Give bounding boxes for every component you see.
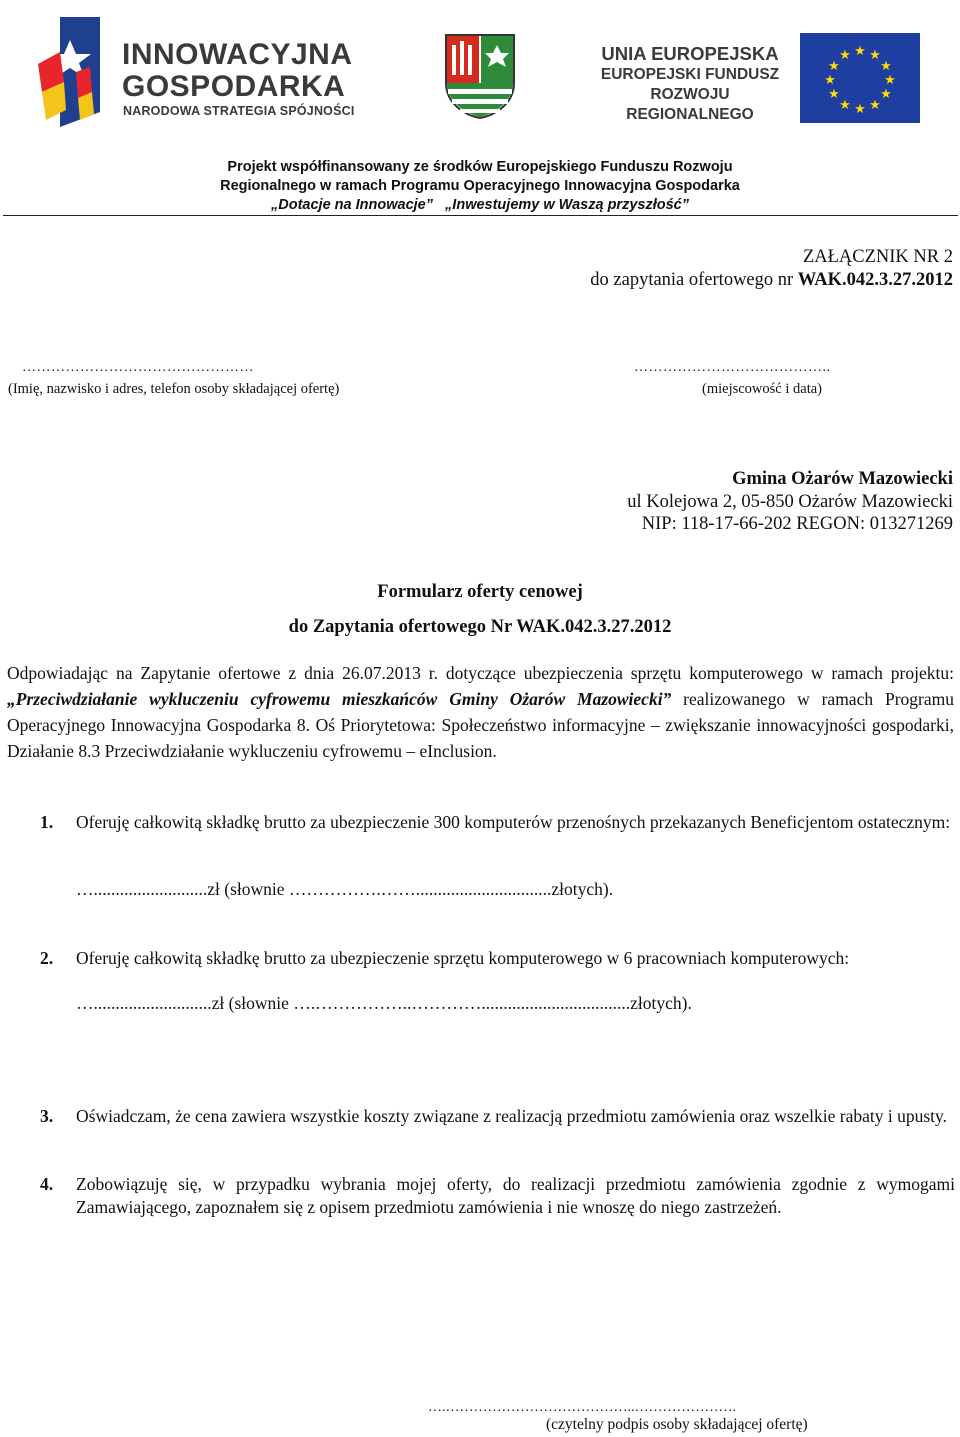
attachment-ref-number: WAK.042.3.27.2012 bbox=[797, 270, 953, 290]
item-text: Oświadczam, że cena zawiera wszystkie koszty związane z realizacją przedmiotu zamówienia oraz wszelkie rabaty i upusty. bbox=[76, 1106, 948, 1126]
svg-text:★: ★ bbox=[824, 73, 836, 88]
intro-part1: Odpowiadając na Zapytanie ofertowe z dnia 26.07.2013 r. dotyczące ubezpieczenia sprzętu komputerowego w ramach projektu: bbox=[7, 663, 954, 683]
offer-item-1 bbox=[40, 811, 955, 834]
signature-field: ….…………………………………..…………………. bbox=[428, 1400, 736, 1415]
eu-line2: EUROPEJSKI FUNDUSZ bbox=[600, 66, 780, 83]
project-header bbox=[0, 158, 960, 215]
recipient-block bbox=[627, 468, 953, 536]
svg-text:★: ★ bbox=[869, 98, 881, 113]
eu-flag-logo bbox=[800, 33, 920, 123]
svg-text:★: ★ bbox=[854, 102, 866, 117]
svg-text:★: ★ bbox=[880, 59, 892, 74]
item-1-amount-field: …..........................zł (słownie …………….……...............................złotych). bbox=[76, 879, 614, 899]
eu-logo-text bbox=[585, 43, 795, 125]
place-date-caption: (miejscowość i data) bbox=[702, 381, 822, 397]
intro-part2: realizowanego w ramach Programu Operacyjnego Innowacyjna Gospodarka 8. Oś Priorytetowa: Społeczeństwo informacyjne – zwiększanie innowacyjności gospodarki, Działanie 8.3 Przeciwdziałanie wykluczeniu cyfrowemu – eInclusion. bbox=[7, 689, 954, 761]
bidder-details-field: ………………………………………… bbox=[22, 360, 254, 375]
form-title: Formularz oferty cenowej bbox=[377, 582, 583, 602]
header-line2: Regionalnego w ramach Programu Operacyjnego Innowacyjna Gospodarka bbox=[220, 178, 740, 194]
coat-of-arms-logo bbox=[444, 33, 516, 119]
bidder-details-caption: (Imię, nazwisko i adres, telefon osoby składającej ofertę) bbox=[8, 381, 340, 397]
item-number: 1. bbox=[40, 812, 54, 832]
innowacyjna-gospodarka-emblem-icon bbox=[30, 12, 120, 132]
item-text: Oferuję całkowitą składkę brutto za ubezpieczenie 300 komputerów przenośnych przekazanych Beneficjentom ostatecznym: bbox=[76, 812, 951, 832]
offer-item-2 bbox=[40, 947, 955, 970]
eu-line1: UNIA EUROPEJSKA bbox=[601, 43, 779, 64]
svg-text:★: ★ bbox=[880, 87, 892, 102]
header-divider bbox=[3, 215, 958, 216]
eu-line3: ROZWOJU REGIONALNEGO bbox=[626, 86, 754, 123]
offer-item-4 bbox=[40, 1173, 955, 1219]
item-text: Zobowiązuję się, w przypadku wybrania mojej oferty, do realizacji przedmiotu zamówienia zgodnie z wymogami Zamawiającego, zapoznałem się z opisem przedmiotu zamówienia i nie wnoszę do niego zastrzeżeń. bbox=[76, 1174, 955, 1217]
form-subtitle: do Zapytania ofertowego Nr WAK.042.3.27.2012 bbox=[288, 617, 672, 637]
signature-caption: (czytelny podpis osoby składającej ofertę) bbox=[546, 1416, 808, 1433]
item-number: 4. bbox=[40, 1174, 54, 1194]
item-number: 2. bbox=[40, 948, 54, 968]
item-text: Oferuję całkowitą składkę brutto za ubezpieczenie sprzętu komputerowego w 6 pracowniach komputerowych: bbox=[76, 948, 850, 968]
svg-text:★: ★ bbox=[884, 73, 896, 88]
attachment-ref-prefix: do zapytania ofertowego nr bbox=[590, 270, 798, 290]
eu-flag-icon bbox=[800, 33, 920, 123]
attachment-block bbox=[590, 246, 953, 292]
recipient-ids: NIP: 118-17-66-202 REGON: 013271269 bbox=[641, 514, 953, 534]
offer-item-3 bbox=[40, 1105, 955, 1128]
place-date-field: ………………………………….. bbox=[634, 360, 831, 375]
svg-text:★: ★ bbox=[839, 48, 851, 63]
innowacyjna-gospodarka-logo bbox=[30, 12, 375, 132]
ig-subtitle: NARODOWA STRATEGIA SPÓJNOŚCI bbox=[123, 104, 355, 118]
attachment-number: ZAŁĄCZNIK NR 2 bbox=[802, 247, 953, 267]
svg-text:★: ★ bbox=[869, 48, 881, 63]
ig-title-line2: GOSPODARKA bbox=[122, 70, 346, 103]
item-2-amount-field: …...........................zł (słownie ….……………..…………..................................złotych). bbox=[76, 993, 692, 1013]
attachment-reference bbox=[590, 269, 953, 292]
svg-text:★: ★ bbox=[828, 59, 840, 74]
svg-text:★: ★ bbox=[828, 87, 840, 102]
coat-of-arms-icon bbox=[444, 33, 516, 119]
project-name: „Przeciwdziałanie wykluczeniu cyfrowemu mieszkańców Gminy Ożarów Mazowiecki” bbox=[7, 689, 672, 709]
header-line3: „Dotacje na Innowacje” „Inwestujemy w Waszą przyszłość” bbox=[271, 197, 689, 213]
ig-title-line1: INNOWACYJNA bbox=[122, 38, 353, 71]
header-line1: Projekt współfinansowany ze środków Europejskiego Funduszu Rozwoju bbox=[227, 159, 733, 175]
recipient-name: Gmina Ożarów Mazowiecki bbox=[732, 469, 953, 489]
recipient-address: ul Kolejowa 2, 05-850 Ożarów Mazowiecki bbox=[627, 491, 953, 512]
intro-paragraph bbox=[7, 660, 954, 764]
svg-text:★: ★ bbox=[839, 98, 851, 113]
item-number: 3. bbox=[40, 1106, 54, 1126]
svg-text:★: ★ bbox=[854, 44, 866, 59]
